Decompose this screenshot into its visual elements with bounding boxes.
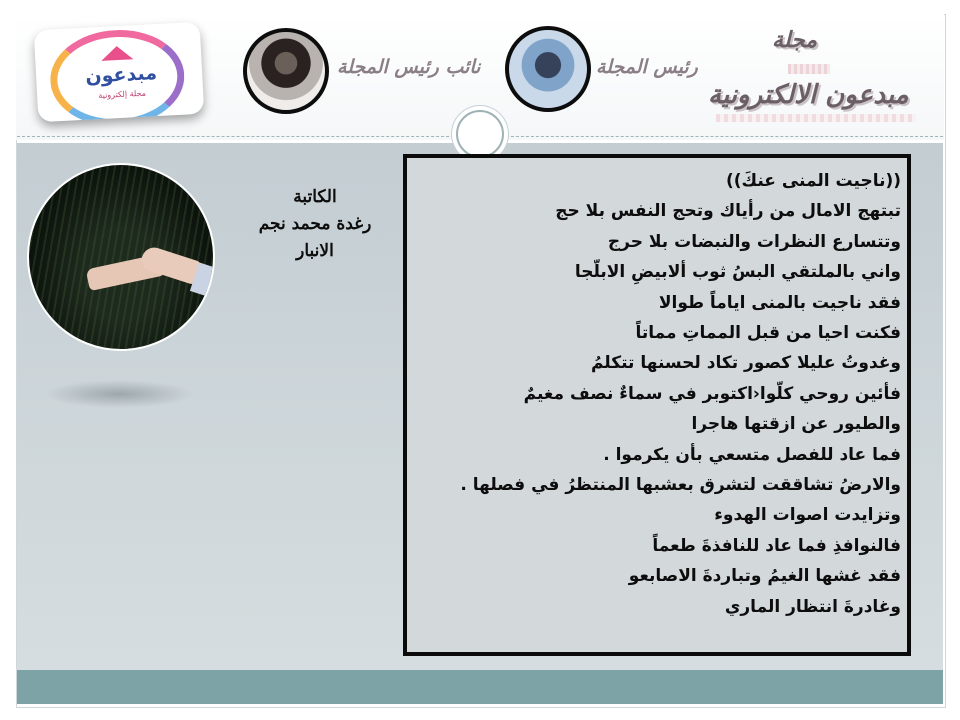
editor-in-chief-label: رئيس المجلة: [596, 56, 698, 78]
poem-line: والارضُ تشاققت لتشرق بعشبها المنتظرُ في فصلها .: [460, 475, 901, 496]
logo-house-icon: [101, 45, 134, 61]
poem-line: فقد ناجيت بالمنى اياماً طوالا: [658, 292, 901, 313]
poem-line: تبتهج الامال من رأياك وتحج النفس بلا حج: [555, 201, 901, 222]
deputy-editor-label: نائب رئيس المجلة: [337, 56, 481, 78]
title-reflection: [716, 114, 916, 122]
poem-line: وتتسارع النظرات والنبضات بلا حرج: [607, 231, 901, 252]
poem-line: وغدوتُ عليلا كصور تكاد لحسنها تتكلمُ: [590, 353, 901, 374]
poem-line: فكنت احيا من قبل المماتِ مماتاً: [635, 323, 901, 344]
poem-title: ((ناجيت المنى عنكَ)): [726, 171, 901, 191]
poem-line: فما عاد للفصل متسعي بأن يكرموا .: [603, 444, 901, 465]
logo-tagline: مجلة إلكترونية: [98, 88, 147, 101]
author-name: رغدة محمد نجم: [258, 214, 372, 234]
footer-bar: [17, 670, 943, 704]
editor-in-chief-avatar: [505, 26, 591, 112]
deputy-editor-avatar: [243, 28, 329, 114]
photo-shadow: [44, 380, 194, 408]
title-reflection: [788, 64, 830, 74]
poem-box: [403, 154, 911, 656]
poem-line: فالنوافذِ فما عاد للنافذةَ طعماً: [652, 535, 901, 556]
magazine-title-line1: مجلة: [772, 28, 818, 53]
author-city: الانبار: [296, 241, 334, 261]
poem-line: واني بالملتقي البسُ ثوب ألابيضِ الابلّجا: [574, 262, 901, 283]
poem-line: وتزايدت اصوات الهدوء: [714, 505, 901, 526]
poem-line: وغادرةَ انتظار الماري: [724, 596, 901, 617]
poem-line: فأئين روحي كلّوا‹اكتوبر في سماءٌ نصف مغيمٌ: [523, 383, 901, 404]
divider-circle: [456, 110, 504, 158]
magazine-title-line2: مبدعون الالكترونية: [708, 80, 909, 110]
poem-line: والطيور عن ازقتها هاجرا: [691, 414, 901, 435]
poem-line: فقد غشها الغيمُ وتباردةَ الاصابعو: [628, 566, 901, 587]
author-photo: [27, 163, 215, 351]
author-block: [230, 184, 400, 265]
magazine-logo: [34, 22, 205, 123]
logo-word: مبدعون: [84, 62, 158, 88]
author-role: الكاتبة: [293, 187, 337, 207]
poem-text: [415, 166, 901, 622]
